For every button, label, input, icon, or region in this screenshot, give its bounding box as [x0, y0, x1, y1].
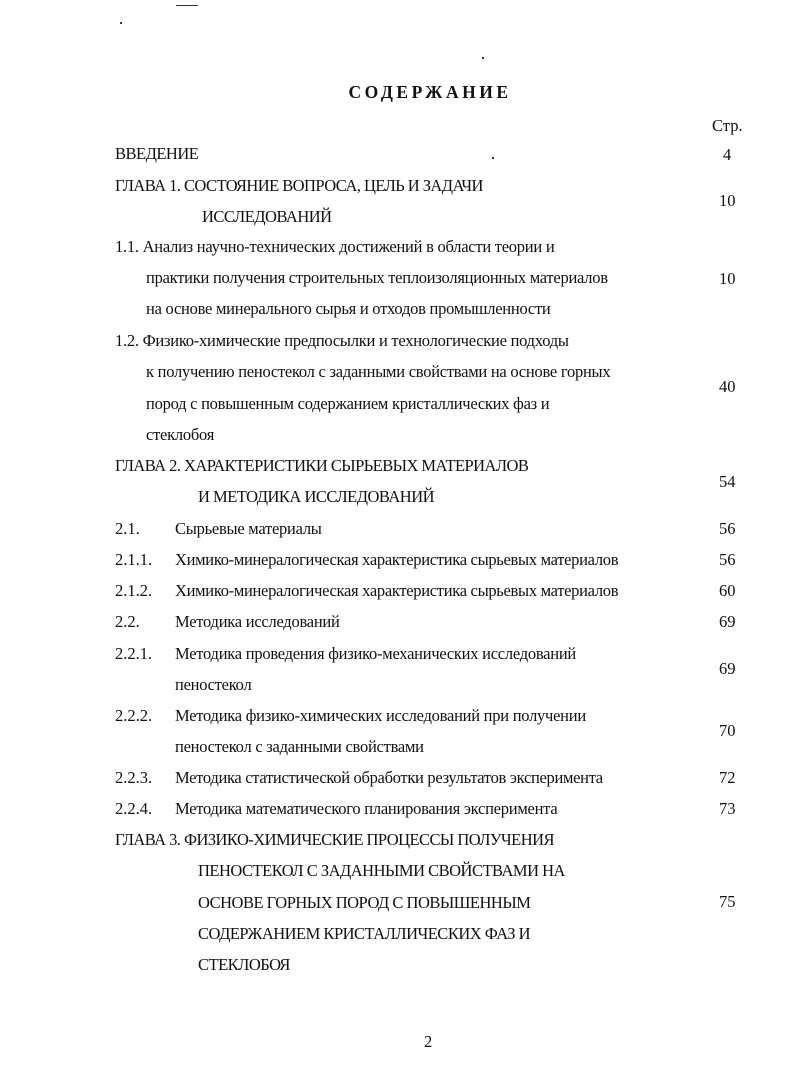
toc-chapter-1-title: ГЛАВА 1. СОСТОЯНИЕ ВОПРОСА, ЦЕЛЬ И ЗАДАЧИ [115, 176, 483, 195]
toc-page: 73 [719, 799, 736, 818]
toc-section-number: 2.2.3. [115, 768, 153, 787]
toc-chapter-2-title: И МЕТОДИКА ИССЛЕДОВАНИЙ [198, 487, 435, 506]
toc-section-number: 2.1.1. [115, 550, 153, 569]
toc-section-2-2-4: Методика математического планирования эксперимента [175, 799, 558, 818]
toc-section-2-2-2: пеностекол с заданными свойствами [175, 737, 424, 756]
toc-section-1-2: к получению пеностекол с заданными свойствами на основе горных [146, 362, 611, 381]
toc-section-1-2: пород с повышенным содержанием кристаллических фаз и [146, 394, 550, 413]
toc-heading-introduction: ВВЕДЕНИЕ [115, 144, 199, 163]
toc-section-2-2-1: пеностекол [175, 675, 252, 694]
toc-section-number: 2.1.2. [115, 581, 153, 600]
scan-mark-dot [492, 157, 494, 159]
toc-page: 56 [719, 550, 736, 569]
toc-section-number: 2.2.2. [115, 706, 153, 725]
toc-page: 69 [719, 612, 736, 631]
toc-chapter-3-title: ГЛАВА 3. ФИЗИКО-ХИМИЧЕСКИЕ ПРОЦЕССЫ ПОЛУЧЕНИЯ [115, 830, 554, 849]
toc-chapter-1-title: ИССЛЕДОВАНИЙ [202, 207, 332, 226]
toc-page: 40 [719, 377, 736, 396]
toc-chapter-3-title: СТЕКЛОБОЯ [198, 955, 290, 974]
toc-section-number: 2.1. [115, 519, 140, 538]
toc-chapter-3-title: ПЕНОСТЕКОЛ С ЗАДАННЫМИ СВОЙСТВАМИ НА [198, 861, 565, 880]
toc-page: 72 [719, 768, 736, 787]
toc-chapter-2-title: ГЛАВА 2. ХАРАКТЕРИСТИКИ СЫРЬЕВЫХ МАТЕРИАЛОВ [115, 456, 529, 475]
toc-chapter-3-title: СОДЕРЖАНИЕМ КРИСТАЛЛИЧЕСКИХ ФАЗ И [198, 924, 531, 943]
toc-section-number: 2.2.1. [115, 644, 153, 663]
page-column-header: Стр. [712, 116, 743, 135]
toc-chapter-3-title: ОСНОВЕ ГОРНЫХ ПОРОД С ПОВЫШЕННЫМ [198, 893, 531, 912]
toc-section-2-2-1: Методика проведения физико-механических исследований [175, 644, 576, 663]
toc-section-number: 2.2. [115, 612, 140, 631]
toc-page: 56 [719, 519, 736, 538]
page-title: СОДЕРЖАНИЕ [348, 82, 512, 102]
toc-page: 54 [719, 472, 736, 491]
toc-page: 10 [719, 269, 736, 288]
toc-section-1-1: практики получения строительных теплоизоляционных материалов [146, 268, 608, 287]
toc-section-2-2-3: Методика статистической обработки результатов эксперимента [175, 768, 603, 787]
toc-page: 60 [719, 581, 736, 600]
toc-section-2-2: Методика исследований [175, 612, 340, 631]
toc-section-1-2: стеклобоя [146, 425, 215, 444]
toc-section-2-1: Сырьевые материалы [175, 519, 322, 538]
toc-section-number: 2.2.4. [115, 799, 153, 818]
scan-mark-dot [120, 22, 122, 24]
toc-page: 69 [719, 659, 736, 678]
toc-section-2-2-2: Методика физико-химических исследований при получении [175, 706, 586, 725]
toc-section-1-1: на основе минерального сырья и отходов промышленности [146, 299, 551, 318]
scan-mark-dot [482, 57, 484, 59]
toc-section-1-1: 1.1. Анализ научно-технических достижений в области теории и [115, 237, 555, 256]
scan-mark-line [176, 5, 198, 6]
toc-page: 75 [719, 892, 736, 911]
toc-page: 4 [723, 145, 732, 164]
toc-section-2-1-2: Химико-минералогическая характеристика сырьевых материалов [175, 581, 619, 600]
toc-page: 10 [719, 191, 736, 210]
toc-section-2-1-1: Химико-минералогическая характеристика сырьевых материалов [175, 550, 619, 569]
toc-section-1-2: 1.2. Физико-химические предпосылки и технологические подходы [115, 331, 569, 350]
page-number: 2 [424, 1032, 433, 1051]
toc-page: 70 [719, 721, 736, 740]
